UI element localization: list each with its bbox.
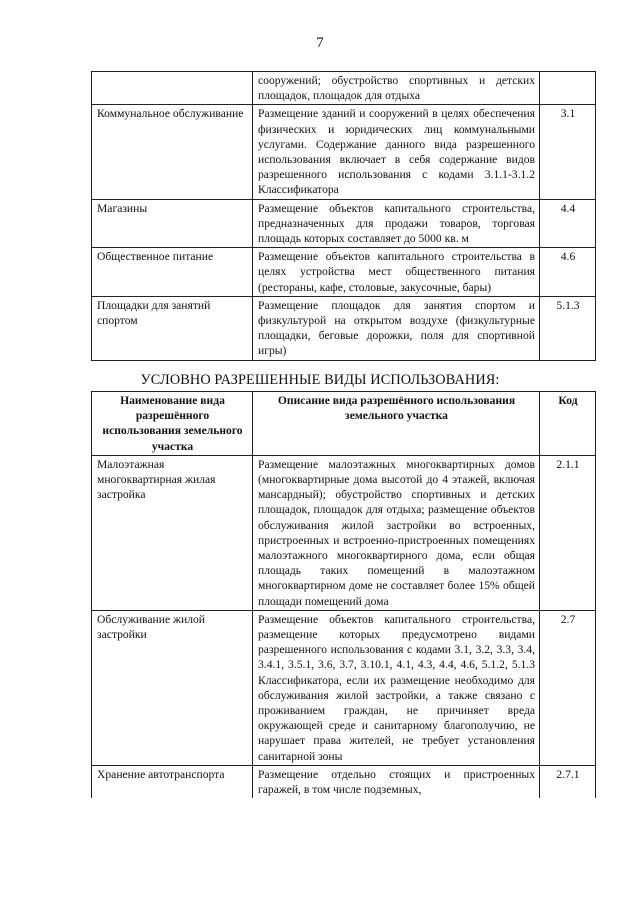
use-code: 4.6 xyxy=(540,248,596,297)
column-header-name: Наименование вида разрешённого использования земельного участка xyxy=(92,392,253,456)
use-name: Магазины xyxy=(92,199,253,248)
conditional-uses-table xyxy=(91,391,596,798)
use-code: 2.7.1 xyxy=(540,765,596,798)
use-code: 3.1 xyxy=(540,105,596,199)
permitted-uses-table xyxy=(91,71,596,361)
use-code xyxy=(540,72,596,105)
page-number: 7 xyxy=(316,35,324,51)
table-row xyxy=(92,296,596,360)
table-row xyxy=(92,199,596,248)
use-description: Размещение объектов капитального строительства, предназначенных для продажи товаров, торговая площадь которых составляет до 5000 кв. м xyxy=(253,199,540,248)
use-name: Хранение автотранспорта xyxy=(92,765,253,798)
use-code: 5.1.3 xyxy=(540,296,596,360)
use-name: Малоэтажная многоквартирная жилая застройка xyxy=(92,455,253,610)
column-header-code: Код xyxy=(540,392,596,456)
use-description: Размещение малоэтажных многоквартирных домов (многоквартирные дома высотой до 4 этажей, включая мансардный); обустройство спортивных и детских площадок, площадок для отдыха; размещение объектов обслуживания жилой застройки во встроенных, пристроенных и встроенно-пристроенных помещениях малоэтажного многоквартирного дома, если общая площадь таких помещений в малоэтажном многоквартирном доме не составляет более 15% общей площади помещений дома xyxy=(253,455,540,610)
use-description: сооружений; обустройство спортивных и детских площадок, площадок для отдыха xyxy=(253,72,540,105)
section-heading: УСЛОВНО РАЗРЕШЕННЫЕ ВИДЫ ИСПОЛЬЗОВАНИЯ: xyxy=(140,372,500,388)
use-code: 4.4 xyxy=(540,199,596,248)
table-row xyxy=(92,610,596,765)
use-name: Коммунальное обслуживание xyxy=(92,105,253,199)
table-row xyxy=(92,455,596,610)
table-row xyxy=(92,105,596,199)
use-name: Площадки для занятий спортом xyxy=(92,296,253,360)
use-description: Размещение объектов капитального строительства в целях устройства мест общественного питания (рестораны, кафе, столовые, закусочные, бары) xyxy=(253,248,540,297)
use-description: Размещение объектов капитального строительства, размещение которых предусмотрено видами разрешенного использования с кодами 3.1, 3.2, 3.3, 3.4, 3.4.1, 3.5.1, 3.6, 3.7, 3.10.1, 4.1, 4.3, 4.4, 4.6, 5.1.2, 5.1.3 Классификатора, если их размещение необходимо для обслуживания жилой застройки, а также связано с проживанием граждан, не причиняет вреда окружающей среде и санитарному благополучию, не нарушает права жителей, не требует установления санитарной зоны xyxy=(253,610,540,765)
use-name: Общественное питание xyxy=(92,248,253,297)
table-row xyxy=(92,72,596,105)
table-header-row xyxy=(92,392,596,456)
table-row xyxy=(92,765,596,798)
use-description: Размещение площадок для занятия спортом и физкультурой на открытом воздухе (физкультурные площадки, беговые дорожки, поля для спортивной игры) xyxy=(253,296,540,360)
use-description: Размещение отдельно стоящих и пристроенных гаражей, в том числе подземных, xyxy=(253,765,540,798)
column-header-description: Описание вида разрешённого использования земельного участка xyxy=(253,392,540,456)
use-code: 2.7 xyxy=(540,610,596,765)
table-row xyxy=(92,248,596,297)
use-name xyxy=(92,72,253,105)
use-code: 2.1.1 xyxy=(540,455,596,610)
use-description: Размещение зданий и сооружений в целях обеспечения физических и юридических лиц коммунальными услугами. Содержание данного вида разрешенного использования включает в себя содержание видов разрешенного использования с кодами 3.1.1-3.1.2 Классификатора xyxy=(253,105,540,199)
use-name: Обслуживание жилой застройки xyxy=(92,610,253,765)
